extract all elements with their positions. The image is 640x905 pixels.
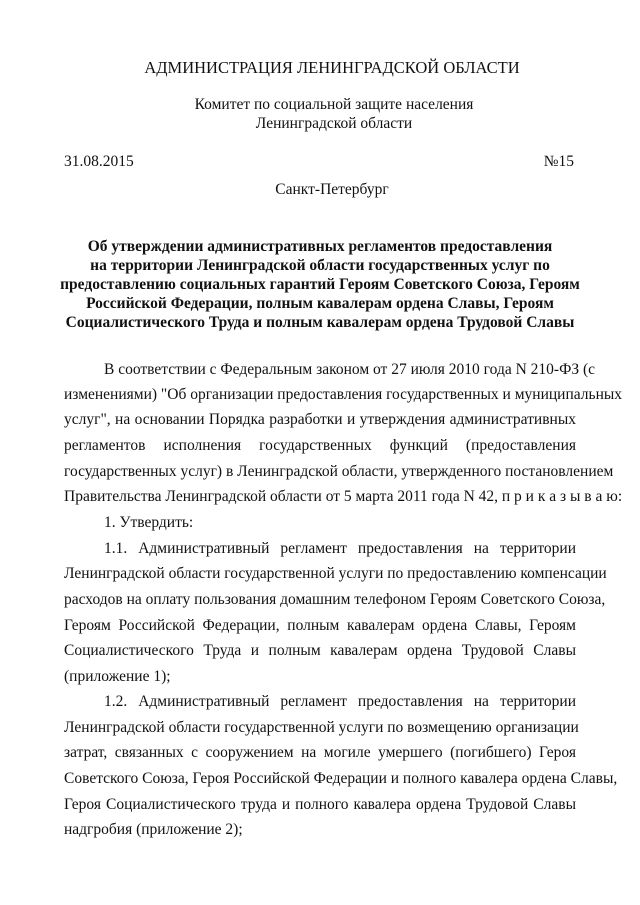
title-line: предоставлению социальных гарантий Героям Советского Союза, Героям [60, 276, 580, 293]
organization-header: АДМИНИСТРАЦИЯ ЛЕНИНГРАДСКОЙ ОБЛАСТИ [144, 58, 520, 77]
committee-line-1: Комитет по социальной защите населения [194, 96, 474, 113]
item-1-approve: 1. Утвердить: [104, 514, 194, 531]
document-date: 31.08.2015 [64, 153, 134, 170]
item-1-1-line: Ленинградской области государственной услуги по предоставлению компенсации [64, 565, 607, 582]
item-1-1-line: 1.1. Административный регламент предоставления на территории [104, 540, 576, 557]
preamble-line: изменениями) "Об организации предоставления государственных и муниципальных [64, 386, 623, 403]
item-1-1-line: расходов на оплату пользования домашним телефоном Героям Советского Союза, [64, 591, 606, 608]
item-1-2-line: Ленинградской области государственной услуги по возмещению организации [64, 719, 579, 736]
title-line: Об утверждении административных регламентов предоставления [87, 238, 553, 255]
item-1-2-line: 1.2. Административный регламент предоставления на территории [104, 693, 576, 710]
preamble-line: регламентов исполнения государственных функций (предоставления [64, 437, 576, 454]
item-1-2-line: затрат, связанных с сооружением на могиле умершего (погибшего) Героя [64, 744, 576, 761]
title-line: Социалистического Труда и полным кавалерам ордена Трудовой Славы [65, 314, 575, 331]
item-1-1-line: (приложение 1); [64, 668, 171, 685]
item-1-2-line: надгробия (приложение 2); [64, 821, 243, 838]
title-line: Российской Федерации, полным кавалерам ордена Славы, Героям [86, 295, 554, 312]
preamble-line: В соответствии с Федеральным законом от 27 июля 2010 года N 210-ФЗ (с [104, 361, 595, 378]
item-1-1-line: Героям Российской Федерации, полным кавалерам ордена Славы, Героям [64, 617, 576, 634]
item-1-1-line: Социалистического Труда и полным кавалерам ордена Трудовой Славы [64, 642, 576, 659]
preamble-line: Правительства Ленинградской области от 5 марта 2011 года N 42, п р и к а з ы в а ю: [64, 488, 623, 505]
document-number: №15 [543, 153, 574, 170]
committee-line-2: Ленинградской области [255, 115, 413, 132]
preamble-line: услуг", на основании Порядка разработки и утверждения административных [64, 411, 576, 428]
item-1-2-line: Героя Социалистического труда и полного кавалера ордена Трудовой Славы [64, 796, 576, 813]
title-line: на территории Ленинградской области государственных услуг по [90, 257, 550, 274]
preamble-line: государственных услуг) в Ленинградской области, утвержденного постановлением [64, 463, 614, 480]
document-city: Санкт-Петербург [275, 181, 389, 198]
item-1-2-line: Советского Союза, Героя Российской Федерации и полного кавалера ордена Славы, [64, 770, 618, 787]
